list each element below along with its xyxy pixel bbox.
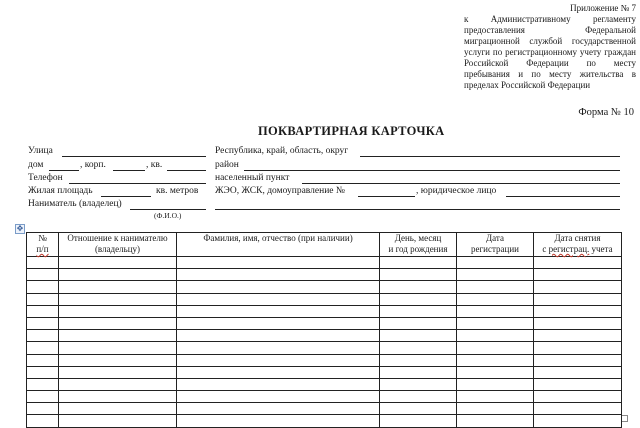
- table-row: [27, 269, 622, 281]
- table-cell[interactable]: [457, 354, 534, 366]
- table-cell[interactable]: [457, 391, 534, 403]
- table-cell[interactable]: [457, 330, 534, 342]
- table-cell[interactable]: [27, 415, 59, 427]
- table-cell[interactable]: [27, 366, 59, 378]
- table-cell[interactable]: [457, 415, 534, 427]
- table-cell[interactable]: [457, 305, 534, 317]
- table-row: [27, 330, 622, 342]
- col-birthdate-header: День, месяц и год рождения: [380, 233, 457, 257]
- appendix-title: Приложение № 7: [570, 3, 636, 13]
- table-cell[interactable]: [59, 257, 177, 269]
- table-cell[interactable]: [177, 391, 380, 403]
- apartment-field[interactable]: [167, 170, 206, 171]
- table-row: [27, 403, 622, 415]
- table-row: [27, 305, 622, 317]
- table-cell[interactable]: [59, 317, 177, 329]
- building-field[interactable]: [113, 170, 145, 171]
- table-cell[interactable]: [27, 269, 59, 281]
- region-field[interactable]: [360, 156, 620, 157]
- region-label: Республика, край, область, округ: [215, 146, 349, 156]
- table-row: [27, 415, 622, 427]
- appendix-text: к Административному регламенту предоставления Федеральной миграционной службой государственной услуги по регистрационному учету граждан Российской Федерации по месту пребывания и по месту жительства в пределах Российской Федерации: [464, 14, 636, 90]
- table-cell[interactable]: [380, 330, 457, 342]
- table-cell[interactable]: [177, 415, 380, 427]
- table-cell[interactable]: [380, 342, 457, 354]
- table-cell[interactable]: [27, 403, 59, 415]
- table-cell[interactable]: [177, 366, 380, 378]
- table-cell[interactable]: [59, 330, 177, 342]
- housing-office-label: ЖЭО, ЖСК, домоуправление №: [215, 186, 345, 196]
- table-cell[interactable]: [457, 293, 534, 305]
- col-registration-date-header: Дата регистрации: [457, 233, 534, 257]
- table-cell[interactable]: [534, 269, 622, 281]
- table-cell[interactable]: [380, 354, 457, 366]
- col-relation-header: Отношение к нанимателю (владельцу): [59, 233, 177, 257]
- table-cell[interactable]: [59, 305, 177, 317]
- table-cell[interactable]: [380, 317, 457, 329]
- housing-office-field[interactable]: [358, 196, 415, 197]
- table-cell[interactable]: [380, 391, 457, 403]
- locality-label: населенный пункт: [215, 173, 290, 183]
- table-cell[interactable]: [457, 342, 534, 354]
- street-field[interactable]: [62, 156, 206, 157]
- table-cell[interactable]: [534, 257, 622, 269]
- living-area-label: Жилая площадь: [28, 186, 93, 196]
- appendix-block: [464, 3, 636, 91]
- table-cell[interactable]: [177, 354, 380, 366]
- table-row: [27, 293, 622, 305]
- phone-label: Телефон: [28, 173, 63, 183]
- table-cell[interactable]: [59, 391, 177, 403]
- table-cell[interactable]: [534, 366, 622, 378]
- table-cell[interactable]: [380, 281, 457, 293]
- table-cell[interactable]: [177, 330, 380, 342]
- table-cell[interactable]: [380, 305, 457, 317]
- table-row: [27, 281, 622, 293]
- table-cell[interactable]: [534, 378, 622, 390]
- table-row: [27, 366, 622, 378]
- col-number-header: № п/п: [27, 233, 59, 257]
- col-deregistration-date-header: Дата снятия с регистрац. учета: [534, 233, 622, 257]
- phone-field[interactable]: [69, 183, 206, 184]
- sq-meters-label: кв. метров: [156, 186, 199, 196]
- table-cell[interactable]: [27, 305, 59, 317]
- table-cell[interactable]: [59, 281, 177, 293]
- table-header-row: [27, 233, 622, 257]
- table-cell[interactable]: [177, 293, 380, 305]
- table-cell[interactable]: [59, 415, 177, 427]
- tenant-extra-field[interactable]: [215, 209, 620, 210]
- table-cell[interactable]: [534, 391, 622, 403]
- table-cell[interactable]: [59, 403, 177, 415]
- table-cell[interactable]: [534, 317, 622, 329]
- table-cell[interactable]: [534, 281, 622, 293]
- table-cell[interactable]: [27, 391, 59, 403]
- table-cell[interactable]: [27, 342, 59, 354]
- legal-entity-field[interactable]: [506, 196, 620, 197]
- table-cell[interactable]: [380, 415, 457, 427]
- table-cell[interactable]: [457, 269, 534, 281]
- table-cell[interactable]: [534, 293, 622, 305]
- table-cell[interactable]: [27, 281, 59, 293]
- table-cell[interactable]: [457, 403, 534, 415]
- living-area-field[interactable]: [101, 196, 151, 197]
- locality-field[interactable]: [302, 183, 620, 184]
- table-cell[interactable]: [534, 330, 622, 342]
- table-cell[interactable]: [457, 257, 534, 269]
- table-cell[interactable]: [59, 378, 177, 390]
- table-cell[interactable]: [380, 293, 457, 305]
- table-cell[interactable]: [177, 305, 380, 317]
- table-cell[interactable]: [457, 378, 534, 390]
- table-cell[interactable]: [59, 342, 177, 354]
- table-row: [27, 354, 622, 366]
- table-cell[interactable]: [457, 281, 534, 293]
- table-cell[interactable]: [457, 317, 534, 329]
- district-label: район: [215, 160, 239, 170]
- table-row: [27, 342, 622, 354]
- table-row: [27, 257, 622, 269]
- form-number: Форма № 10: [578, 107, 634, 118]
- table-cell[interactable]: [177, 342, 380, 354]
- street-label: Улица: [28, 146, 53, 156]
- table-cell[interactable]: [457, 366, 534, 378]
- document-title: ПОКВАРТИРНАЯ КАРТОЧКА: [258, 124, 445, 138]
- table-cell[interactable]: [177, 317, 380, 329]
- table-cell[interactable]: [534, 415, 622, 427]
- col-fullname-header: Фамилия, имя, отчество (при наличии): [177, 233, 380, 257]
- registration-table: [26, 232, 622, 428]
- table-cell[interactable]: [534, 305, 622, 317]
- table-body: [27, 257, 622, 428]
- table-cell[interactable]: [380, 378, 457, 390]
- table-resize-handle[interactable]: [621, 415, 628, 422]
- table-cell[interactable]: [27, 330, 59, 342]
- table-cell[interactable]: [27, 293, 59, 305]
- table-cell[interactable]: [177, 403, 380, 415]
- table-cell[interactable]: [177, 281, 380, 293]
- table-cell[interactable]: [177, 378, 380, 390]
- table-move-handle-icon[interactable]: ✥: [16, 224, 24, 233]
- tenant-label: Наниматель (владелец): [28, 199, 122, 209]
- building-label: , корп.: [80, 160, 106, 170]
- district-field[interactable]: [244, 170, 620, 171]
- table-cell[interactable]: [27, 378, 59, 390]
- house-field[interactable]: [49, 170, 79, 171]
- table-cell[interactable]: [380, 366, 457, 378]
- house-label: дом: [28, 160, 44, 170]
- tenant-field[interactable]: [130, 209, 206, 210]
- table-cell[interactable]: [177, 257, 380, 269]
- table-cell[interactable]: [59, 293, 177, 305]
- table-row: [27, 317, 622, 329]
- fio-caption: (Ф.И.О.): [154, 211, 182, 220]
- table-cell[interactable]: [380, 257, 457, 269]
- table-cell[interactable]: [534, 354, 622, 366]
- table-row: [27, 391, 622, 403]
- apartment-label: , кв.: [146, 160, 163, 170]
- table-cell[interactable]: [380, 403, 457, 415]
- table-cell[interactable]: [177, 269, 380, 281]
- legal-entity-label: , юридическое лицо: [416, 186, 497, 196]
- table-cell[interactable]: [59, 366, 177, 378]
- table-cell[interactable]: [27, 317, 59, 329]
- table-cell[interactable]: [27, 257, 59, 269]
- table-cell[interactable]: [534, 342, 622, 354]
- table-cell[interactable]: [534, 403, 622, 415]
- table-row: [27, 378, 622, 390]
- table-cell[interactable]: [380, 269, 457, 281]
- table-cell[interactable]: [27, 354, 59, 366]
- table-cell[interactable]: [59, 354, 177, 366]
- table-cell[interactable]: [59, 269, 177, 281]
